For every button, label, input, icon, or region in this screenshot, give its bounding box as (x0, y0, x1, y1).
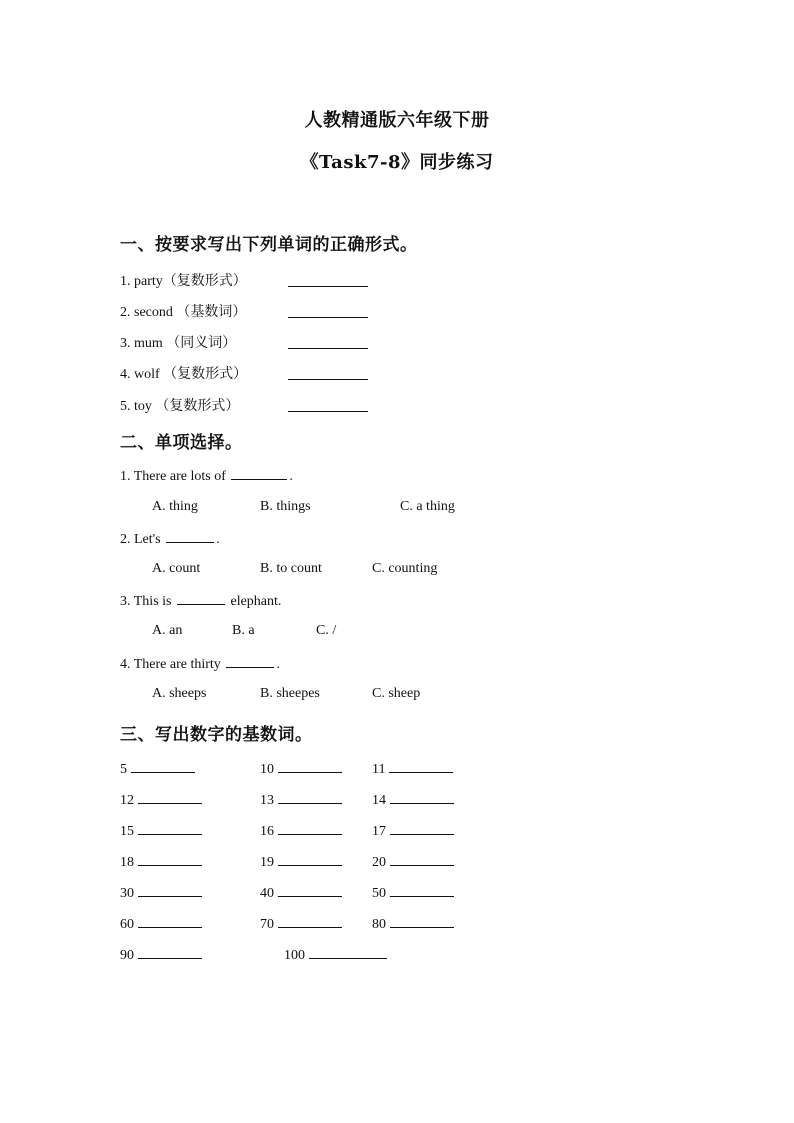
number-label: 90 (120, 948, 134, 963)
s1-item-4: 4. wolf （复数形式） (120, 367, 248, 382)
number-answer-blank[interactable] (278, 791, 342, 804)
number-item (120, 791, 202, 809)
s2-q2-blank[interactable] (166, 530, 214, 543)
s2-q4-blank[interactable] (226, 655, 274, 668)
s2-q3-option-a[interactable]: A. an (152, 623, 183, 638)
number-answer-blank[interactable] (138, 822, 202, 835)
number-answer-blank[interactable] (390, 791, 454, 804)
number-answer-blank[interactable] (138, 853, 202, 866)
number-label: 100 (284, 948, 305, 963)
number-answer-blank[interactable] (138, 946, 202, 959)
s2-q2-option-b[interactable]: B. to count (260, 561, 322, 576)
number-answer-blank[interactable] (131, 760, 195, 773)
s2-q3-end: elephant. (230, 594, 282, 609)
number-answer-blank[interactable] (138, 884, 202, 897)
number-item (260, 760, 342, 778)
number-label: 80 (372, 917, 386, 932)
number-label: 12 (120, 793, 134, 808)
number-label: 14 (372, 793, 386, 808)
s1-answer-blank-2[interactable] (288, 317, 368, 318)
number-answer-blank[interactable] (278, 822, 342, 835)
s2-q3-option-b[interactable]: B. a (232, 623, 255, 638)
number-answer-blank[interactable] (390, 915, 454, 928)
s2-q4-option-a[interactable]: A. sheeps (152, 686, 207, 701)
number-item (372, 760, 453, 778)
number-answer-blank[interactable] (309, 946, 387, 959)
number-label: 16 (260, 824, 274, 839)
number-item (260, 915, 342, 933)
s2-q1-stem: 1. There are lots of (120, 469, 226, 484)
number-label: 19 (260, 855, 274, 870)
s2-q1-end: . (289, 469, 293, 484)
number-label: 18 (120, 855, 134, 870)
number-item (260, 853, 342, 871)
s2-q2-option-a[interactable]: A. count (152, 561, 201, 576)
s2-q1-option-c[interactable]: C. a thing (400, 499, 455, 514)
number-item (120, 822, 202, 840)
s2-q2-stem: 2. Let's (120, 532, 161, 547)
s2-q4-option-b[interactable]: B. sheepes (260, 686, 320, 701)
number-item (260, 822, 342, 840)
number-answer-blank[interactable] (138, 791, 202, 804)
number-label: 40 (260, 886, 274, 901)
number-item (120, 760, 195, 778)
s2-q1-option-a[interactable]: A. thing (152, 499, 198, 514)
number-answer-blank[interactable] (278, 884, 342, 897)
number-label: 50 (372, 886, 386, 901)
s1-item-1: 1. party（复数形式） (120, 274, 247, 289)
number-item (260, 884, 342, 902)
number-item (372, 853, 454, 871)
section-1-heading: 一、按要求写出下列单词的正确形式。 (120, 235, 418, 255)
s2-q1-blank[interactable] (231, 467, 287, 480)
s1-answer-blank-5[interactable] (288, 411, 368, 412)
s1-answer-blank-1[interactable] (288, 286, 368, 287)
s2-q4-end: . (276, 657, 280, 672)
number-label: 5 (120, 762, 127, 777)
s1-item-2: 2. second （基数词） (120, 305, 247, 320)
section-3-heading: 三、写出数字的基数词。 (120, 725, 313, 745)
number-item (120, 946, 202, 964)
s2-q3-blank[interactable] (177, 592, 225, 605)
s2-q3-stem: 3. This is (120, 594, 172, 609)
number-item (120, 884, 202, 902)
s2-q4-option-c[interactable]: C. sheep (372, 686, 421, 701)
number-label: 60 (120, 917, 134, 932)
number-answer-blank[interactable] (138, 915, 202, 928)
number-answer-blank[interactable] (390, 822, 454, 835)
s1-answer-blank-3[interactable] (288, 348, 368, 349)
page-title: 人教精通版六年级下册 (304, 110, 490, 131)
number-item (120, 915, 202, 933)
s2-q1-option-b[interactable]: B. things (260, 499, 311, 514)
number-answer-blank[interactable] (389, 760, 453, 773)
number-answer-blank[interactable] (278, 853, 342, 866)
number-label: 15 (120, 824, 134, 839)
number-label: 70 (260, 917, 274, 932)
s2-q2-option-c[interactable]: C. counting (372, 561, 438, 576)
number-item (120, 853, 202, 871)
s2-question-2 (120, 530, 220, 548)
s2-question-3 (120, 592, 281, 610)
s2-question-4 (120, 655, 280, 673)
number-label: 11 (372, 762, 386, 777)
number-label: 17 (372, 824, 386, 839)
section-2-heading: 二、单项选择。 (120, 433, 243, 453)
number-answer-blank[interactable] (390, 853, 454, 866)
page-subtitle: 《Task7-8》同步练习 (300, 152, 494, 173)
s2-q2-end: . (216, 532, 220, 547)
number-item (372, 884, 454, 902)
s2-question-1 (120, 467, 293, 485)
number-label: 13 (260, 793, 274, 808)
number-item (372, 915, 454, 933)
s1-item-3: 3. mum （同义词） (120, 336, 237, 351)
number-label: 30 (120, 886, 134, 901)
number-label: 20 (372, 855, 386, 870)
number-item (260, 791, 342, 809)
number-item (372, 822, 454, 840)
number-label: 10 (260, 762, 274, 777)
s1-answer-blank-4[interactable] (288, 379, 368, 380)
s1-item-5: 5. toy （复数形式） (120, 399, 240, 414)
number-answer-blank[interactable] (390, 884, 454, 897)
s2-q4-stem: 4. There are thirty (120, 657, 221, 672)
number-answer-blank[interactable] (278, 760, 342, 773)
number-item (372, 791, 454, 809)
number-answer-blank[interactable] (278, 915, 342, 928)
s2-q3-option-c[interactable]: C. / (316, 623, 337, 638)
number-item (284, 946, 387, 964)
